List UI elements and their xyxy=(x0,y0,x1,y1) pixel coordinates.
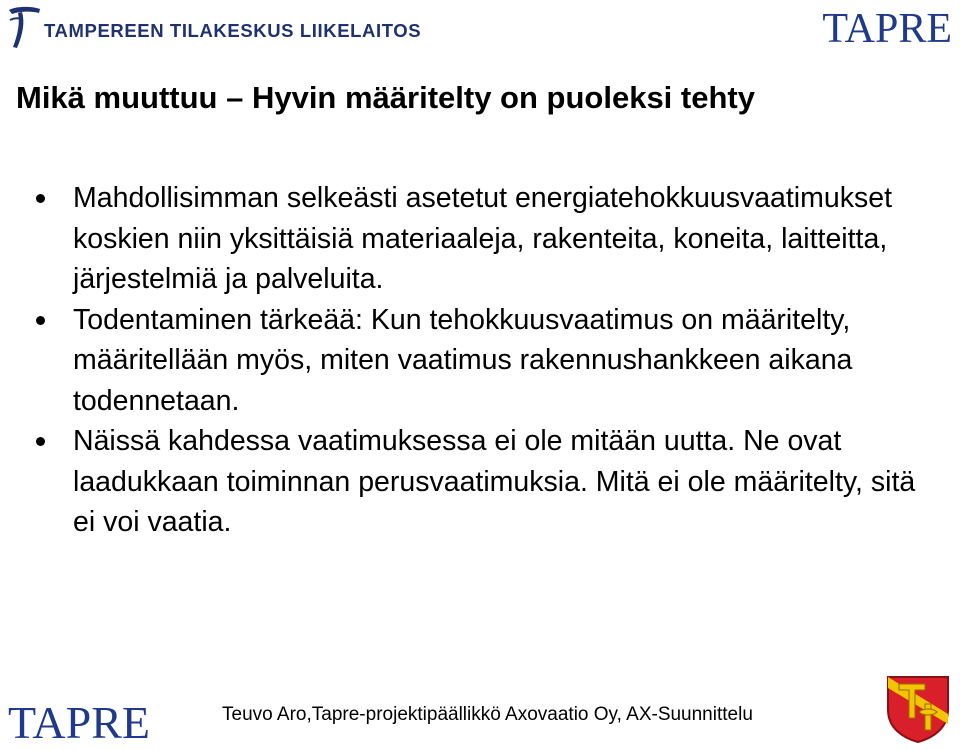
bullet-item xyxy=(30,421,940,543)
tilakeskus-logo-icon xyxy=(6,4,42,50)
slide-header xyxy=(0,0,960,60)
organization-name: TAMPEREEN TILAKESKUS LIIKELAITOS xyxy=(44,20,422,41)
bullet-text: Mahdollisimman selkeästi asetetut energiatehokkuusvaatimukset koskien niin yksittäisiä materiaaleja, rakenteita, koneita, laitteitta, järjestelmiä ja palveluita. xyxy=(73,182,892,295)
tampere-coat-of-arms-icon xyxy=(885,674,951,744)
bullet-list xyxy=(30,178,940,543)
slide-title: Mikä muuttuu – Hyvin määritelty on puoleksi tehty xyxy=(16,80,755,115)
slide-footer xyxy=(0,670,960,750)
brand-logo-top: TAPRE xyxy=(822,6,952,52)
bullet-item xyxy=(30,300,940,422)
bullet-text: Todentaminen tärkeää: Kun tehokkuusvaatimus on määritelty, määritellään myös, miten vaatimus rakennushankkeen aikana todennetaan. xyxy=(73,303,853,417)
bullet-icon xyxy=(36,316,45,325)
bullet-icon xyxy=(36,194,45,203)
bullet-icon xyxy=(36,437,45,446)
bullet-text: Näissä kahdessa vaatimuksessa ei ole mitään uutta. Ne ovat laadukkaan toiminnan perusvaatimuksia. Mitä ei ole määritelty, sitä ei voi vaatia. xyxy=(73,425,916,538)
brand-logo-bottom: TAPRE xyxy=(8,697,150,748)
footer-credit: Teuvo Aro,Tapre-projektipäällikkö Axovaatio Oy, AX-Suunnittelu xyxy=(222,704,753,725)
bullet-item xyxy=(30,178,940,300)
